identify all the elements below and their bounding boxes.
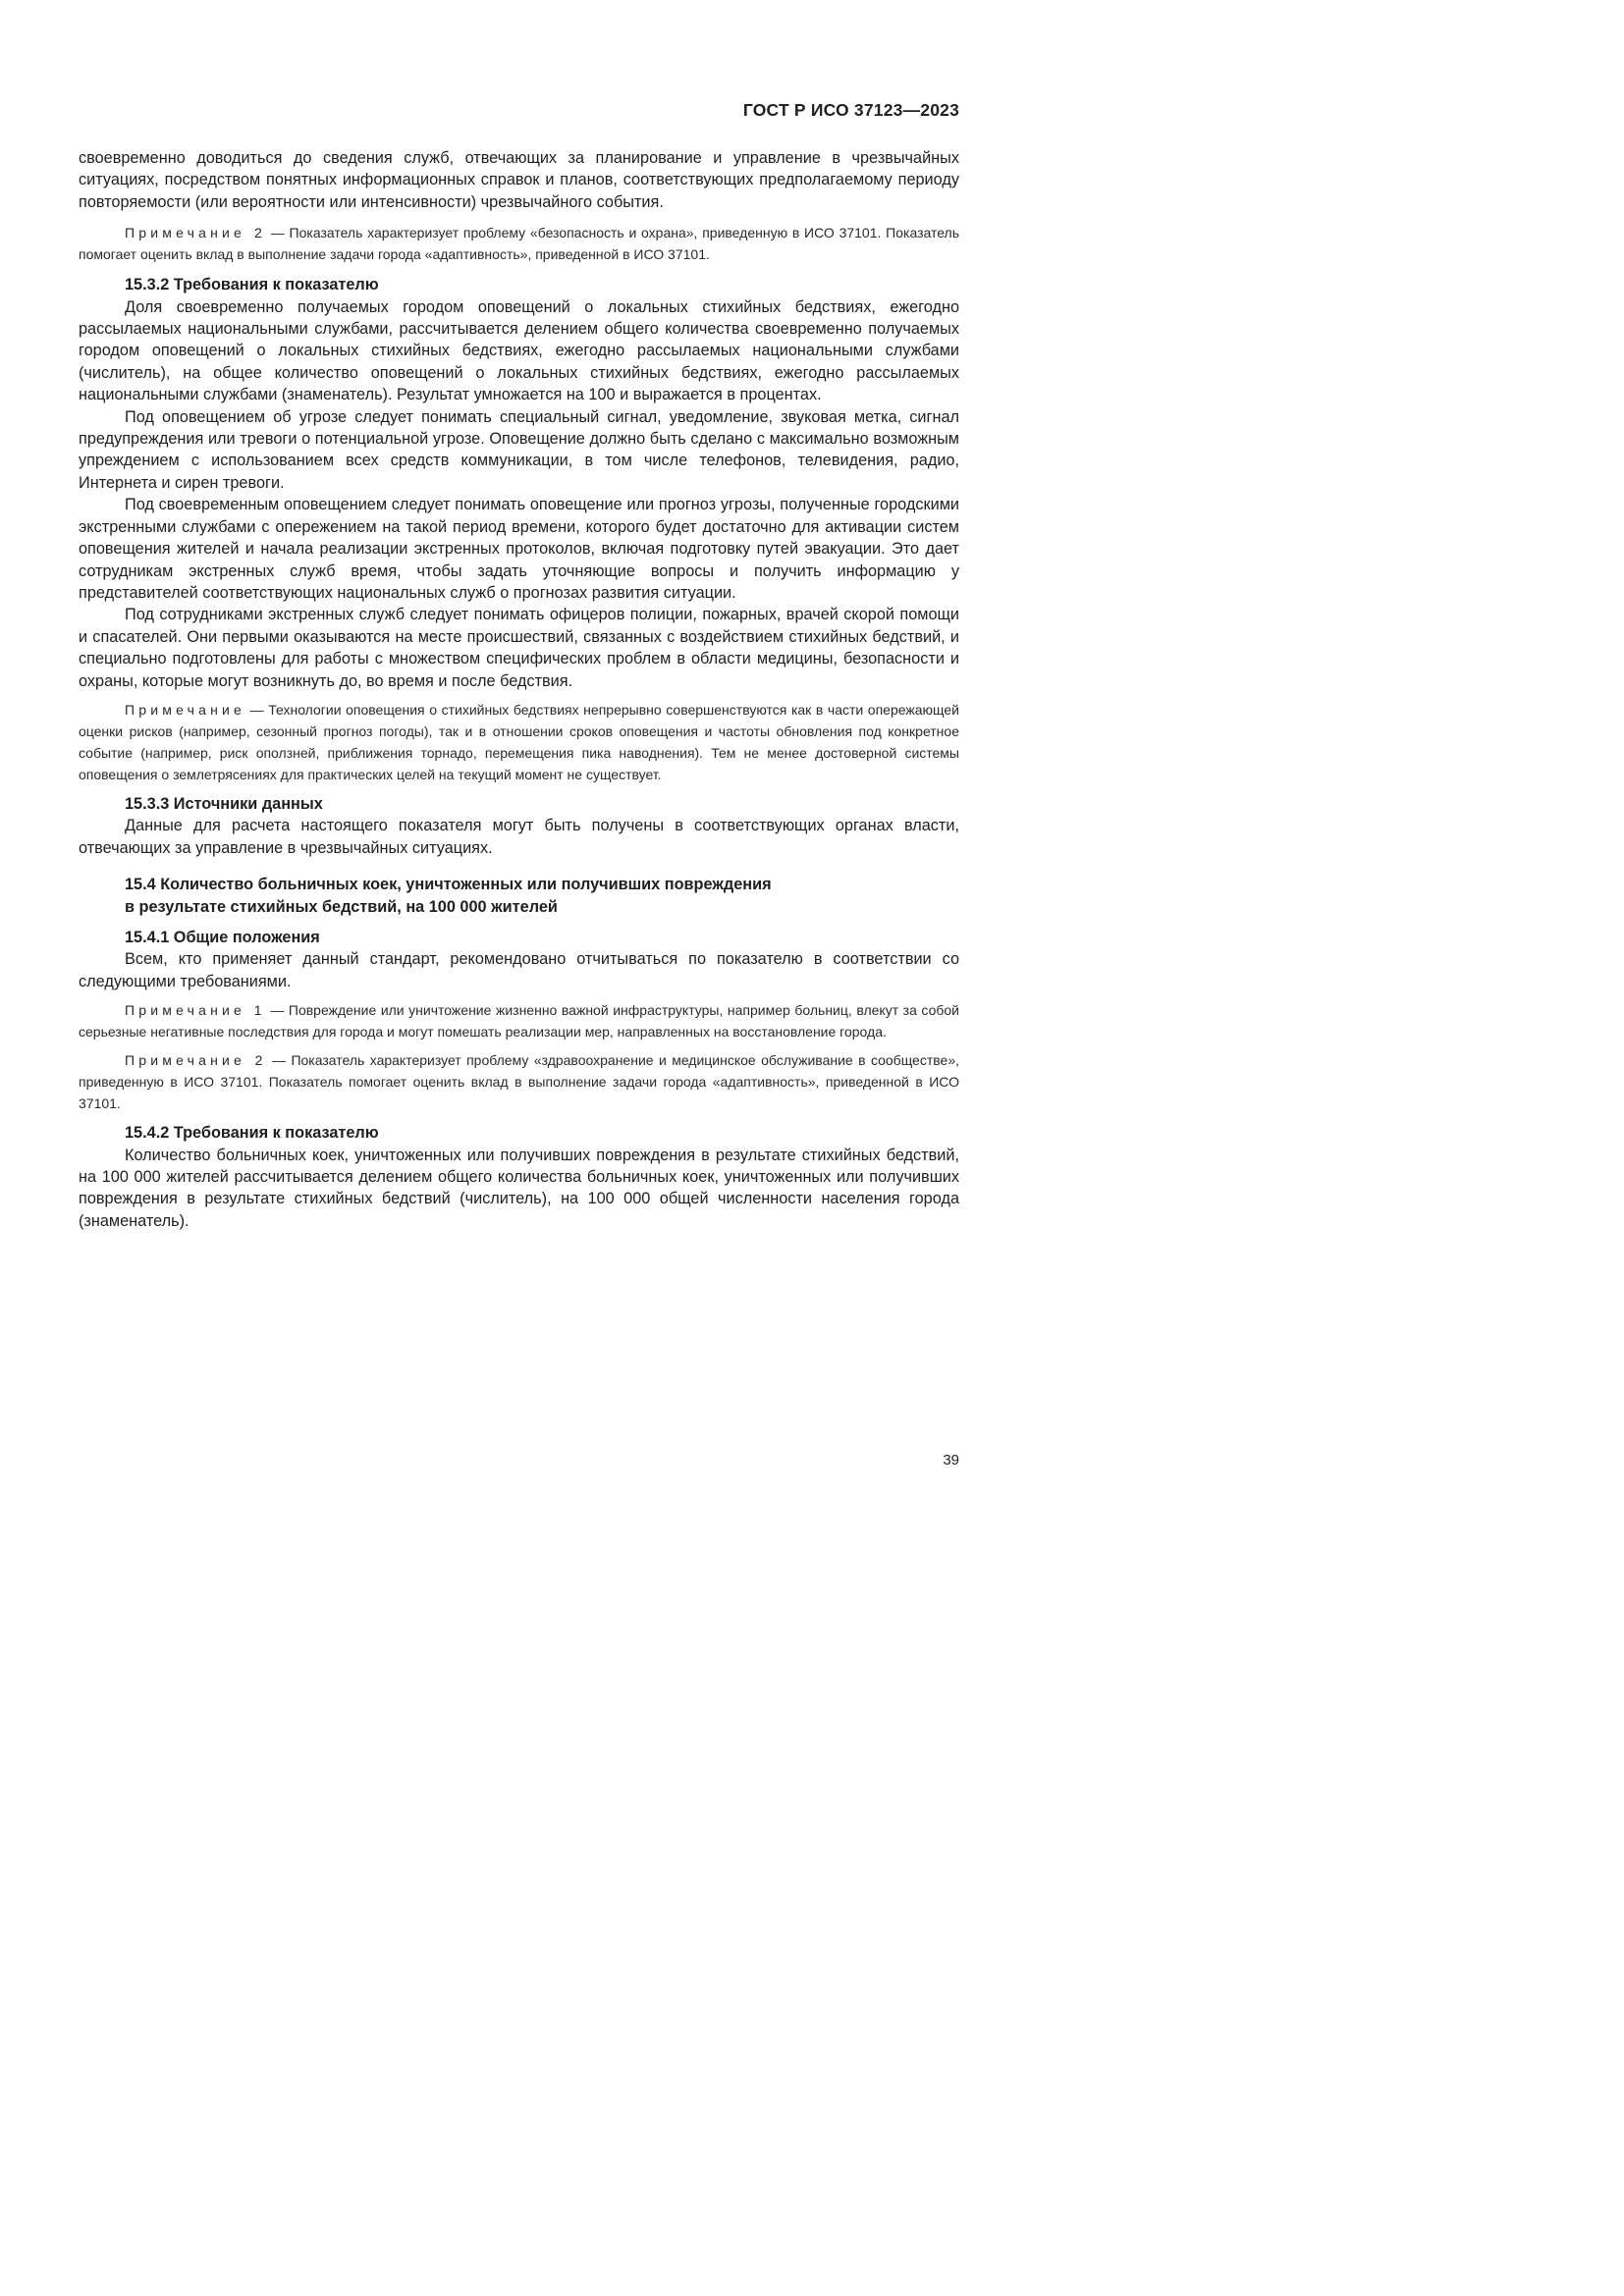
note-warning-technology xyxy=(79,699,959,785)
paragraph-15-3-3: Данные для расчета настоящего показателя могут быть получены в соответствующих органах власти, отвечающих за управление в чрезвычайных ситуациях. xyxy=(79,817,959,857)
paragraph-15-3-2-b: Под оповещением об угрозе следует понимать специальный сигнал, уведомление, звуковая метка, сигнал предупреждения или тревоги о потенциальной угрозе. Оповещение должно быть сделано с максимально возможным упреждением с использованием всех средств коммуникации, в том числе телефонов, телевидения, радио, Интернета и сирен тревоги. xyxy=(79,407,959,492)
note-text: — Показатель характеризует проблему «здравоохранение и медицинское обслуживание в сообществе», приведенную в ИСО 37101. Показатель помогает оценить вклад в выполнение задачи города «адаптивность», приведенной в ИСО 37101. xyxy=(79,1052,959,1112)
note-text: — Показатель характеризует проблему «безопасность и охрана», приведенную в ИСО 37101. Показатель помогает оценить вклад в выполнение задачи города «адаптивность», приведенной в ИСО 37101. xyxy=(79,225,960,263)
note-label: Примечание 2 xyxy=(125,1052,267,1069)
heading-15-4 xyxy=(79,874,959,918)
heading-15-4-line-2: в результате стихийных бедствий, на 100 000 жителей xyxy=(125,897,558,916)
document-id-header: ГОСТ Р ИСО 37123—2023 xyxy=(742,100,959,120)
heading-15-4-1: 15.4.1 Общие положения xyxy=(125,928,320,946)
note-2-healthcare xyxy=(79,1049,959,1114)
heading-15-4-2: 15.4.2 Требования к показателю xyxy=(125,1124,379,1143)
paragraph-15-3-2-c: Под своевременным оповещением следует понимать оповещение или прогноз угрозы, полученные городскими экстренными службами с опережением на такой период времени, которого будет достаточно для активации систем оповещения жителей и начала реализации экстренных протоколов, включая подготовку путей эвакуации. Это дает сотрудникам экстренных служб время, чтобы задать уточняющие вопросы и получить информацию у представителей соответствующих национальных служб о прогнозах развития ситуации. xyxy=(79,496,959,602)
paragraph-continuation: своевременно доводиться до сведения служб, отвечающих за планирование и управление в чрезвычайных ситуациях, посредством понятных информационных справок и планов, соответствующих предполагаемому периоду повторяемости (или вероятности или интенсивности) чрезвычайного события. xyxy=(79,149,959,211)
note-label: Примечание 2 xyxy=(125,225,266,241)
heading-15-3-3: 15.3.3 Источники данных xyxy=(125,794,323,813)
note-text: — Повреждение или уничтожение жизненно важной инфраструктуры, например больниц, влекут за собой серьезные негативные последствия для города и могут помешать реализации мер, направленных на восстановление города. xyxy=(79,1002,959,1041)
page-body xyxy=(79,147,959,1232)
heading-15-4-line-1: 15.4 Количество больничных коек, уничтоженных или получивших повреждения xyxy=(125,876,772,894)
note-label: Примечание xyxy=(125,701,246,718)
heading-15-3-2: 15.3.2 Требования к показателю xyxy=(125,276,379,294)
paragraph-15-3-2-d: Под сотрудниками экстренных служб следует понимать офицеров полиции, пожарных, врачей скорой помощи и спасателей. Они первыми оказываются на месте происшествий, связанных с воздействием стихийных бедствий, и специально подготовлены для работы с множеством специфических проблем в области медицины, безопасности и охраны, которые могут возникнуть до, во время и после бедствия. xyxy=(79,606,959,690)
note-text: — Технологии оповещения о стихийных бедствиях непрерывно совершенствуются как в части опережающей оценки рисков (например, сезонный прогноз погоды), так и в отношении сроков оповещения и частоты обновления под конкретное событие (например, риск оползней, приближения торнадо, перемещения пика наводнения). Тем не менее достоверной системы оповещения о землетрясениях для практических целей на текущий момент не существует. xyxy=(79,701,959,782)
note-1-infrastructure xyxy=(79,999,959,1042)
note-label: Примечание 1 xyxy=(125,1002,266,1019)
paragraph-15-3-2-a: Доля своевременно получаемых городом оповещений о локальных стихийных бедствиях, ежегодно рассылаемых национальными службами, рассчитывается делением общего количества своевременно получаемых городом оповещений о локальных стихийных бедствиях, ежегодно рассылаемых национальными службами (числитель), на общее количество оповещений о локальных стихийных бедствиях, ежегодно рассылаемых национальными службами (знаменатель). Результат умножается на 100 и выражается в процентах. xyxy=(79,297,959,404)
paragraph-15-4-2: Количество больничных коек, уничтоженных или получивших повреждения в результате стихийных бедствий, на 100 000 жителей рассчитывается делением общего количества больничных коек, уничтоженных или получивших повреждения в результате стихийных бедствий (числитель), на 100 000 общей численности населения города (знаменатель). xyxy=(79,1146,959,1230)
page-number: 39 xyxy=(943,1452,959,1468)
note-2-security xyxy=(79,222,959,265)
paragraph-15-4-1: Всем, кто применяет данный стандарт, рекомендовано отчитываться по показателю в соответствии со следующими требованиями. xyxy=(79,950,959,990)
